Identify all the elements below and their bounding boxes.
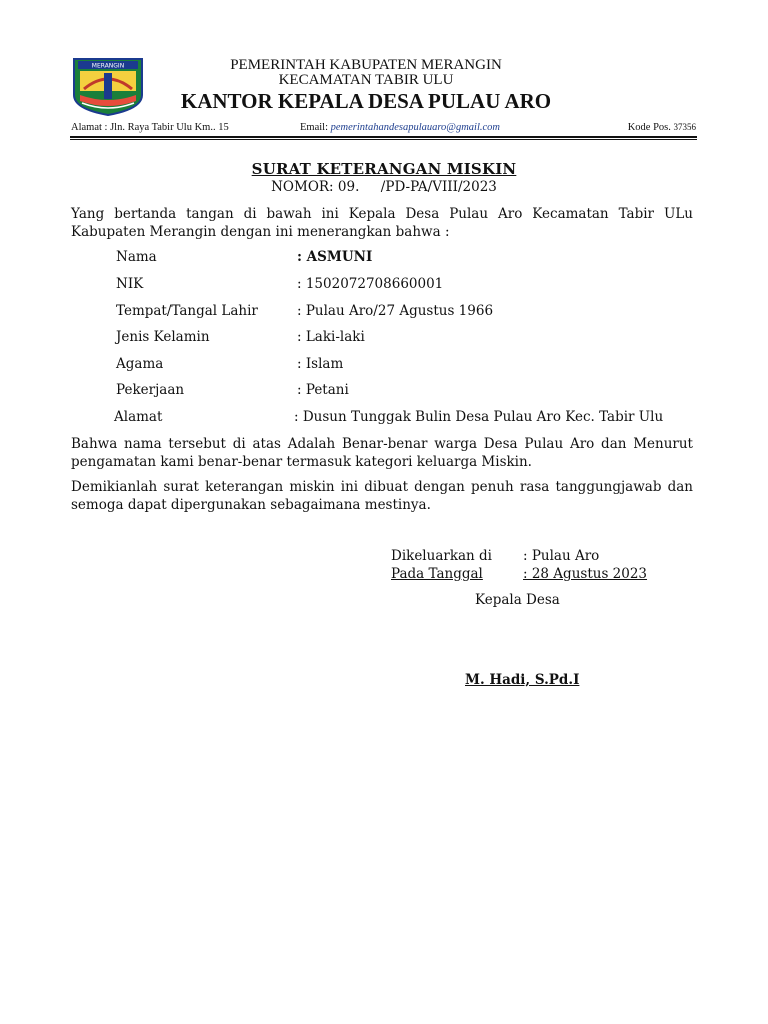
letterhead-government: PEMERINTAH KABUPATEN MERANGIN bbox=[230, 57, 502, 73]
office-email-block bbox=[300, 122, 500, 133]
letter-number: NOMOR: 09. /PD-PA/VIII/2023 bbox=[271, 179, 497, 195]
issued-date-label: Pada Tanggal bbox=[391, 566, 483, 582]
field-value-address: : Dusun Tunggak Bulin Desa Pulau Aro Kec. Tabir Ulu bbox=[294, 409, 664, 425]
field-value-nik: : 1502072708660001 bbox=[297, 276, 444, 292]
issued-date-value: : 28 Agustus 2023 bbox=[523, 566, 648, 582]
field-label-birth: Tempat/Tangal Lahir bbox=[116, 303, 258, 319]
field-label-religion: Agama bbox=[116, 356, 164, 372]
field-value-birth: : Pulau Aro/27 Agustus 1966 bbox=[297, 303, 494, 319]
postal-code: 37356 bbox=[673, 122, 696, 132]
letterhead-office: KANTOR KEPALA DESA PULAU ARO bbox=[180, 89, 552, 113]
field-label-gender: Jenis Kelamin bbox=[116, 329, 210, 345]
email-label: Email: bbox=[300, 122, 328, 133]
field-label-occupation: Pekerjaan bbox=[116, 382, 185, 398]
issued-place-value: : Pulau Aro bbox=[523, 548, 600, 564]
postal-code-block bbox=[628, 122, 696, 133]
field-label-name: Nama bbox=[116, 249, 157, 265]
svg-text:MERANGIN: MERANGIN bbox=[91, 62, 125, 70]
field-label-nik: NIK bbox=[116, 276, 144, 292]
statement-paragraph: Bahwa nama tersebut di atas Adalah Benar-benar warga Desa Pulau Aro dan Menurut pengamatan kami benar-benar termasuk kategori keluarga Miskin. bbox=[71, 436, 693, 470]
intro-paragraph: Yang bertanda tangan di bawah ini Kepala Desa Pulau Aro Kecamatan Tabir ULu Kabupaten Merangin dengan ini menerangkan bahwa : bbox=[71, 206, 693, 240]
field-value-occupation: : Petani bbox=[297, 382, 349, 398]
letter-title: SURAT KETERANGAN MISKIN bbox=[251, 160, 517, 178]
field-value-name: : ASMUNI bbox=[297, 249, 373, 265]
field-value-gender: : Laki-laki bbox=[297, 329, 365, 345]
issued-place-label: Dikeluarkan di bbox=[391, 548, 492, 564]
signatory-position: Kepala Desa bbox=[475, 592, 560, 608]
office-address: Alamat : Jln. Raya Tabir Ulu Km.. 15 bbox=[71, 122, 229, 133]
letterhead-divider-thin bbox=[70, 139, 697, 140]
letterhead-district: KECAMATAN TABIR ULU bbox=[278, 72, 454, 88]
field-label-address: Alamat bbox=[114, 409, 163, 425]
field-value-religion: : Islam bbox=[297, 356, 344, 372]
letterhead-divider-thick bbox=[70, 136, 697, 138]
closing-paragraph: Demikianlah surat keterangan miskin ini dibuat dengan penuh rasa tanggungjawab dan semoga dapat dipergunakan sebagaimana mestinya. bbox=[71, 479, 693, 513]
office-email: pemerintahandesapulauaro@gmail.com bbox=[330, 122, 501, 133]
merangin-regency-logo bbox=[70, 55, 146, 117]
signatory-name: M. Hadi, S.Pd.I bbox=[465, 672, 580, 688]
postal-label: Kode Pos. bbox=[627, 122, 671, 133]
